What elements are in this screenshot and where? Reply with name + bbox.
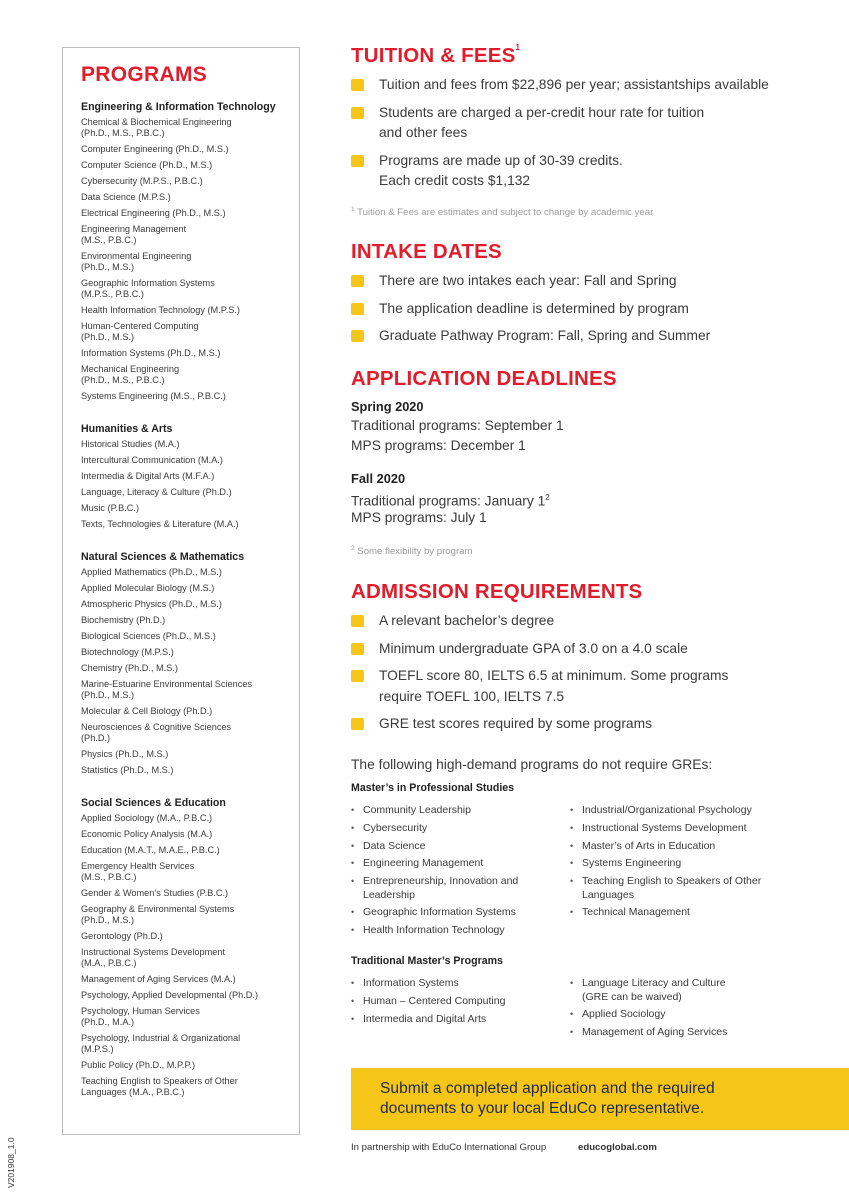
yellow-square-icon [351,643,364,655]
program-item: Information Systems (Ph.D., M.S.) [81,348,221,358]
program-group-title: Natural Sciences & Mathematics [81,551,245,563]
tuition-bullet [351,151,811,192]
gre-intro: The following high-demand programs do not require GREs: [351,757,713,772]
cta-text: Submit a completed application and the required documents to your local EduCo representative. [380,1080,715,1117]
traditional-list-right [570,977,780,1044]
programs-title: PROGRAMS [81,63,208,86]
bullet-text: TOEFL score 80, IELTS 6.5 at minimum. Some programs require TOEFL 100, IELTS 7.5 [379,668,729,704]
program-item: Computer Science (Ph.D., M.S.) [81,160,213,170]
programs-list [81,101,286,1103]
website-link[interactable]: educoglobal.com [578,1142,657,1153]
admission-bullets [351,611,811,735]
mps-program-item: • Master’s of Arts in Education [570,840,780,854]
mps-title: Master’s in Professional Studies [351,782,515,794]
admission-title: ADMISSION REQUIREMENTS [351,580,643,603]
program-group [81,423,286,530]
yellow-square-icon [351,155,364,167]
fall-mps: MPS programs: July 1 [351,510,487,525]
mps-list-right [570,804,780,924]
bullet-text: Tuition and fees from $22,896 per year; assistantships available [379,77,769,92]
intake-bullet [351,326,811,347]
program-item: Applied Sociology (M.A., P.B.C.) [81,813,213,823]
fall-title: Fall 2020 [351,471,406,486]
intake-bullets [351,271,811,347]
mps-program-item: • Instructional Systems Development [570,822,780,836]
yellow-square-icon [351,670,364,682]
program-item: Gerontology (Ph.D.) [81,931,163,941]
bullet-text: Students are charged a per-credit hour rate for tuition and other fees [379,104,705,140]
program-item: Instructional Systems Development (M.A., P.B.C.) [81,947,225,968]
mps-program-item: • Health Information Technology [351,924,561,938]
bullet-text: Graduate Pathway Program: Fall, Spring and Summer [379,328,711,343]
program-item: Emergency Health Services (M.S., P.B.C.) [81,861,195,882]
yellow-square-icon [351,615,364,627]
mps-program-item: • Entrepreneurship, Innovation and Leadership [351,875,561,902]
yellow-square-icon [351,303,364,315]
traditional-program-item: • Language Literacy and Culture (GRE can be waived) [570,977,780,1004]
footnote-text: Tuition & Fees are estimates and subject to change by academic year [357,207,654,219]
program-item: Language, Literacy & Culture (Ph.D.) [81,487,232,497]
program-item: Molecular & Cell Biology (Ph.D.) [81,706,213,716]
traditional-program-item: • Applied Sociology [570,1008,780,1022]
program-item: Gender & Women’s Studies (P.B.C.) [81,888,229,898]
intake-bullet [351,299,811,320]
version-code: V201908_1.0 [6,1137,16,1188]
traditional-program-item: • Intermedia and Digital Arts [351,1013,561,1027]
bullet-text: Minimum undergraduate GPA of 3.0 on a 4.0 scale [379,640,688,656]
admission-bullet [351,666,811,707]
tuition-bullets [351,75,811,192]
program-item: Computer Engineering (Ph.D., M.S.) [81,144,229,154]
program-item: Atmospheric Physics (Ph.D., M.S.) [81,599,222,609]
mps-program-item: • Systems Engineering [570,857,780,871]
program-item: Psychology, Applied Developmental (Ph.D.) [81,990,259,1000]
mps-list-left [351,804,561,942]
footnote-text: Some flexibility by program [357,546,473,558]
program-item: Biological Sciences (Ph.D., M.S.) [81,631,216,641]
program-item: Data Science (M.P.S.) [81,192,171,202]
bullet-text: GRE test scores required by some programs [379,716,652,731]
deadlines-title: APPLICATION DEADLINES [351,367,617,390]
program-item: Environmental Engineering (Ph.D., M.S.) [81,251,192,272]
tuition-footnote [351,206,653,218]
program-item: Teaching English to Speakers of Other Languages (M.A., P.B.C.) [81,1076,238,1097]
program-item: Marine-Estuarine Environmental Sciences (Ph.D., M.S.) [81,679,253,700]
program-item: Economic Policy Analysis (M.A.) [81,829,213,839]
footnote-mark: 2 [351,545,355,552]
program-group [81,101,286,402]
program-item: Mechanical Engineering (Ph.D., M.S., P.B.C.) [81,364,180,385]
bullet-text: Programs are made up of 30-39 credits. Each credit costs $1,132 [379,152,623,188]
program-item: Intermedia & Digital Arts (M.F.A.) [81,471,215,481]
footnote-mark: 2 [545,493,550,502]
program-item: Historical Studies (M.A.) [81,439,180,449]
program-item: Applied Mathematics (Ph.D., M.S.) [81,567,222,577]
partnership-note: In partnership with EduCo International Group [351,1142,547,1153]
intake-bullet [351,271,811,292]
program-item: Health Information Technology (M.P.S.) [81,305,240,315]
traditional-program-item: • Information Systems [351,977,561,991]
program-group-title: Humanities & Arts [81,423,173,435]
tuition-bullet [351,75,811,96]
mps-program-item: • Geographic Information Systems [351,906,561,920]
program-item: Management of Aging Services (M.A.) [81,974,236,984]
spring-mps: MPS programs: December 1 [351,438,526,453]
footnote-mark: 1 [351,206,355,213]
intake-title: INTAKE DATES [351,240,502,263]
mps-program-item: • Engineering Management [351,857,561,871]
program-item: Electrical Engineering (Ph.D., M.S.) [81,208,226,218]
spring-traditional: Traditional programs: September 1 [351,418,564,433]
program-item: Public Policy (Ph.D., M.P.P.) [81,1060,196,1070]
admission-bullet [351,714,811,735]
program-group-title: Social Sciences & Education [81,797,226,809]
program-item: Education (M.A.T., M.A.E., P.B.C.) [81,845,220,855]
program-item: Chemistry (Ph.D., M.S.) [81,663,178,673]
spring-title: Spring 2020 [351,399,424,414]
fall-traditional-text: Traditional programs: January 1 [351,493,546,509]
program-item: Chemical & Biochemical Engineering (Ph.D., M.S., P.B.C.) [81,117,232,138]
mps-program-item: • Community Leadership [351,804,561,818]
program-group [81,551,286,776]
mps-program-item: • Cybersecurity [351,822,561,836]
yellow-square-icon [351,107,364,119]
yellow-square-icon [351,718,364,730]
program-item: Human-Centered Computing (Ph.D., M.S.) [81,321,199,342]
tuition-bullet [351,103,811,144]
program-group [81,797,286,1098]
traditional-title: Traditional Master’s Programs [351,955,503,967]
bullet-text: A relevant bachelor’s degree [379,613,555,628]
tuition-title-footnote-mark: 1 [515,43,521,52]
deadlines-footnote [351,545,472,557]
program-item: Geography & Environmental Systems (Ph.D., M.S.) [81,904,235,925]
program-group-title: Engineering & Information Technology [81,101,276,113]
admission-bullet [351,639,811,660]
mps-program-item: • Teaching English to Speakers of Other Languages [570,875,780,902]
program-item: Biochemistry (Ph.D.) [81,615,166,625]
yellow-square-icon [351,275,364,287]
program-item: Geographic Information Systems (M.P.S., P.B.C.) [81,278,215,299]
bullet-text: There are two intakes each year: Fall and Spring [379,273,677,288]
admission-bullet [351,611,811,632]
program-item: Music (P.B.C.) [81,503,140,513]
mps-program-item: • Technical Management [570,906,780,920]
program-item: Psychology, Human Services (Ph.D., M.A.) [81,1006,200,1027]
program-item: Applied Molecular Biology (M.S.) [81,583,215,593]
traditional-program-item: • Management of Aging Services [570,1026,780,1040]
yellow-square-icon [351,79,364,91]
traditional-list-left [351,977,561,1030]
program-item: Neurosciences & Cognitive Sciences (Ph.D.) [81,722,232,743]
tuition-title-text: TUITION & FEES [351,44,516,67]
traditional-program-item: • Human – Centered Computing [351,995,561,1009]
program-item: Intercultural Communication (M.A.) [81,455,223,465]
program-item: Physics (Ph.D., M.S.) [81,749,169,759]
program-item: Engineering Management (M.S., P.B.C.) [81,224,187,245]
mps-program-item: • Industrial/Organizational Psychology [570,804,780,818]
yellow-square-icon [351,330,364,342]
program-item: Biotechnology (M.P.S.) [81,647,174,657]
program-item: Statistics (Ph.D., M.S.) [81,765,174,775]
bullet-text: The application deadline is determined by program [379,300,689,316]
program-item: Texts, Technologies & Literature (M.A.) [81,519,239,529]
program-item: Psychology, Industrial & Organizational (M.P.S.) [81,1033,241,1054]
program-item: Cybersecurity (M.P.S., P.B.C.) [81,176,203,186]
tuition-title [351,44,520,68]
mps-program-item: • Data Science [351,840,561,854]
program-item: Systems Engineering (M.S., P.B.C.) [81,391,226,401]
